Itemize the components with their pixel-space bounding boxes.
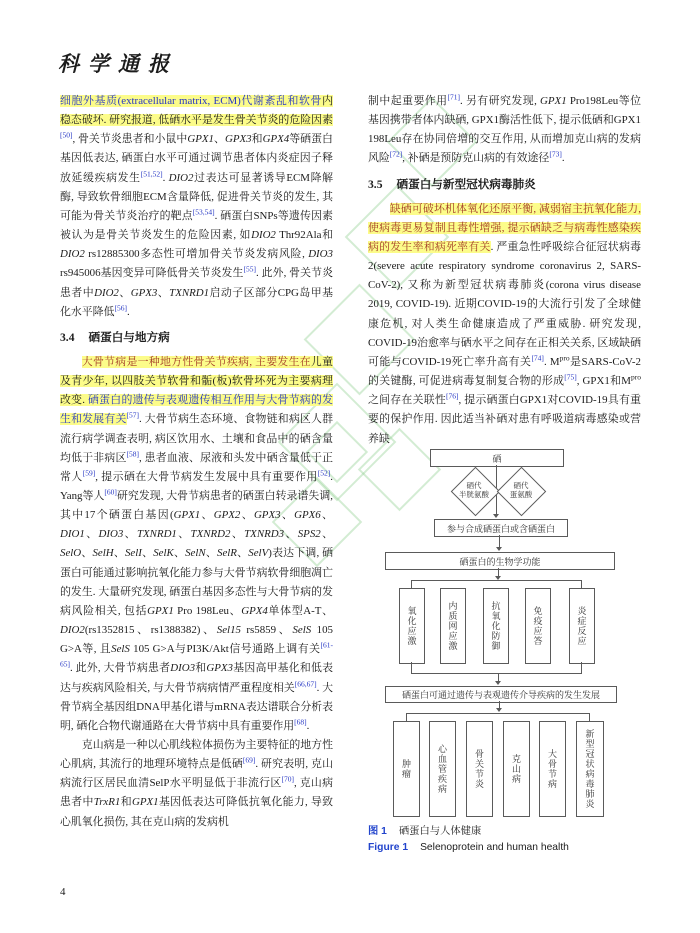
journal-logo: 科学通报 [58,51,178,76]
text-segment: SelN [185,547,206,560]
citation-ref[interactable]: [60] [104,487,117,497]
text-segment: DIO1 [60,528,85,541]
text-segment: 、 [113,547,125,560]
text-segment: , 患者血液、尿液和头发中硒含量低于正常人 [60,451,333,483]
node-oxidative-stress: 氧化应激 [399,588,425,664]
text-segment: , 提示硒在大骨节病发生发展中具有重要作用 [95,470,318,483]
citation-ref[interactable]: [75] [564,372,577,382]
text-segment: 研究发现, 大骨节病患者的硒蛋白转录谱失调, 其中17个硒蛋白基因( [60,489,333,522]
paragraph-keshan [60,736,333,832]
node-synthesis: 参与合成硒蛋白或含硒蛋白 [434,519,568,537]
text-segment: )表达下调, 硒蛋白可能通过影响抗氧化能力参与大骨节病软骨细胞凋亡的发生. 大量研究发现, 硒蛋白基因多态性与大骨节病的发病风险相关, 包括 [60,547,333,617]
text-segment: , 补硒是预防克山病的有效途径 [402,152,550,165]
text-segment: GPX3 [130,286,158,299]
citation-ref[interactable]: [52] [317,468,331,478]
bracket-line [411,580,582,581]
left-column [60,92,333,870]
text-segment: 、 [284,528,298,541]
text-segment: 制中起重要作用 [368,95,448,107]
text-segment: . 大骨节病生态环境、食物链和病区人群流行病学调查表明, 病区饮用水、土壤和食品中的硒含量均低于非病区 [60,413,333,464]
section-title: 硒蛋白与地方病 [88,330,170,344]
arrow-down-icon [496,547,502,551]
text-segment: . [306,719,310,732]
text-segment: GPX1 [187,133,214,146]
text-segment: . 严重急性呼吸综合征冠状病毒2(severe acute respiratory syndrome coronavirus 2, SARS-CoV-2), 又称为新型冠状病毒肺炎(corona virus disease 2019, COVID-19). 近期COVID-19的大流行引发了全球健康危机, 对人类生命健康造成了严重威胁. 研究发现, COVID-19治愈率与硒水平之间存在正相关关系, 区域缺硒可能与COVID-19死亡率升高有关 [368,240,641,368]
bracket-line [411,673,582,674]
text-segment: SelI [124,547,142,560]
text-segment: TXNRD3 [244,528,285,541]
paragraph-kashin-beck [60,353,333,736]
text-segment: GPX3 [253,509,281,522]
citation-ref[interactable]: [76] [446,391,459,401]
citation-ref[interactable]: [56] [114,303,127,313]
right-column [368,92,641,452]
text-segment: 是SARS-CoV-2的关键酶, 可促进病毒复制复合物的形成 [368,355,641,388]
citation-ref[interactable]: [53,54] [192,207,215,217]
text-segment: . 另有研究发现, [460,95,541,107]
text-segment: GPX3 [206,662,233,675]
text-segment: 大骨节病是一种地方性骨关节疾病, 主要发生在 [81,355,311,368]
text-segment: GPX1 [173,509,201,522]
paragraph-keshan-continued [368,92,641,169]
node-kashin-beck-disease: 大骨节病 [539,721,566,817]
text-segment: . [126,305,130,318]
page-number: 4 [60,886,66,898]
node-cardiovascular-disease: 心血管疾病 [429,721,456,817]
text-segment: SelO [60,547,82,560]
text-segment: , 提示硒蛋白GPX1对COVID-19具有重要的保护作用. 因此适当补硒对患有呼吸道病毒感染或营养缺 [368,394,641,445]
text-segment: 、 [173,547,186,560]
section-number: 3.5 [368,177,383,191]
text-segment: 、 [141,547,154,560]
text-segment: rs945006基因变异可降低骨关节炎发生 [60,267,244,280]
citation-ref[interactable]: [70] [281,774,294,784]
text-segment: 、 [236,547,249,560]
bracket-line [406,713,590,714]
text-segment: 过表达可显著诱导ECM降解酶, 导致软骨细胞ECM含量降低, 促进骨关节炎的发生, 其可能为骨关节炎治疗的靶点 [60,171,333,222]
text-segment: 、 [230,528,245,541]
text-segment: 、 [157,286,170,299]
node-genetic-mediation: 硒蛋白可通过遗传与表观遗传介导疾病的发生发展 [385,686,617,703]
text-segment: GPX1 [540,95,567,107]
citation-ref[interactable]: [69] [242,755,256,765]
text-segment: 105 G>A与PI3K/Akt信号通路上调有关 [129,643,321,656]
text-segment: SelS [292,624,312,637]
text-segment: 、 [200,509,214,522]
text-segment: TrxR1 [93,796,121,809]
text-segment: SelS [111,643,130,656]
section-heading-3-4 [60,330,333,346]
text-segment: . Yang等人 [60,470,333,502]
text-segment: SelH [92,547,114,560]
arrow-down-icon [493,514,499,518]
bracket-stub [581,662,582,673]
text-segment: . 此外, 骨关节炎患者中 [60,267,333,299]
figure-1-flowchart [368,446,641,866]
citation-ref[interactable]: [59] [82,468,96,478]
text-segment: 、 [81,547,93,560]
node-covid19: 新型冠状病毒肺炎 [576,721,604,817]
text-segment: 启动子区部分CPG岛甲基化水平降低 [60,286,333,318]
node-immune-response: 免疫应答 [525,588,551,664]
superscript-text: pro [559,353,570,363]
node-selenocysteine-label: 硒代 半胱氨酸 [459,481,489,499]
text-segment: 基因低表达可降低抗氧化能力, 导致心肌氧化损伤, 其在克山病的发病机 [60,796,333,828]
node-antioxidant-defense: 抗氧化防御 [483,588,509,664]
section-title: 硒蛋白与新型冠状病毒肺炎 [396,177,536,191]
text-segment: . 大骨节病全基因组DNA甲基化谱与mRNA表达谱联合分析表明, 硒化合物代谢通路在大骨节病中具有重要作用 [60,681,333,732]
text-segment: 内稳态破坏. 研究报道, 低硒水平是发生骨关节炎的危险因素 [60,95,333,127]
text-segment: 克山病是一种以心肌线粒体损伤为主要特征的地方性心肌病, 其流行的地理环境特点是低硒 [60,739,333,771]
text-segment: rs5859、 [240,624,293,637]
citation-ref[interactable]: [50] [60,130,73,140]
citation-ref[interactable]: [57] [126,410,140,420]
text-segment: . 硒蛋白SNPs等遗传因素被认为是骨关节炎发生的危险因素, 如 [60,209,333,242]
text-segment: 和 [195,662,207,675]
text-segment: DIO2 [94,286,119,299]
text-segment: SelK [153,547,174,560]
text-segment: 105 G>A等, 且 [60,624,333,656]
text-segment: . [162,171,169,184]
text-segment: 、 [280,509,295,522]
text-segment: GPX1 [131,796,159,809]
text-segment: 、 [84,528,99,541]
text-segment: TXNRD1 [169,286,210,299]
text-segment: DIO2 [60,624,85,637]
text-segment: Thr92Ala和 [275,229,333,242]
paragraph-covid [368,200,641,449]
text-segment: , GPX1和M [576,375,631,388]
text-segment: Sel15 [216,624,241,637]
node-osteoarthritis: 骨关节炎 [466,721,493,817]
paragraph-osteoarthritis [60,92,333,322]
text-segment: 硒蛋白的遗传与表观遗传相互作用与大骨节病的发生和发展有关 [60,394,333,426]
text-segment: . M [543,355,560,368]
text-segment: GPX3 [224,133,252,146]
node-selenium: 硒 [430,449,564,467]
bracket-stub [581,580,582,588]
citation-ref[interactable]: [55] [243,264,257,274]
text-segment: 、 [123,528,137,541]
text-segment: 、 [320,509,333,522]
arrow-down-icon [495,681,501,685]
text-segment: 、 [205,547,217,560]
citation-ref[interactable]: [58] [126,449,140,459]
text-segment: Pro198Leu等位基因携带者体内缺硒, GPX1酶活性低下, 提示低硒和GPX1 198Leu存在协同倍增的交互作用, 从而增加克山病的发病风险 [368,95,641,165]
text-segment: , 骨关节炎患者和小鼠中 [72,133,188,146]
text-segment: 单体型A-T、 [267,604,333,617]
figure-caption-cn: 图 1 硒蛋白与人体健康 [368,826,482,837]
text-segment: GPX1 [147,604,174,617]
text-segment: (rs1352815、rs1388382)、 [84,624,217,637]
text-segment: 、 [118,286,131,299]
text-segment: SelV [248,547,269,560]
figure-label-cn: 图 1 [368,826,387,837]
text-segment: DIO3 [98,528,124,541]
text-segment: DIO3 [308,248,333,261]
bracket-stub [411,662,412,673]
text-segment: 缺硒可破坏机体氧化还原平衡, 减弱宿主抗氧化能力, 使病毒更易复制且毒性增强, 提示硒缺乏与病毒性感染疾病的发生率和病死率有关 [368,202,641,253]
text-segment: . 此外, 大骨节病患者 [70,662,171,675]
text-segment: 儿童及青少年, 以四肢关节软骨和骺(板)软骨坏死为主要病理改变. [60,355,333,407]
citation-ref[interactable]: [66,67] [294,678,317,688]
text-segment: . [561,152,565,165]
section-heading-3-5 [368,177,641,193]
citation-ref[interactable]: [68] [294,717,307,727]
node-biological-functions: 硒蛋白的生物学功能 [385,552,615,570]
citation-ref[interactable]: [74] [531,353,544,363]
figure-label-en: Figure 1 [368,842,409,853]
arrow-down-icon [496,708,502,712]
text-segment: . 研究表明, 克山病流行区居民血清SelP水平明显低于非流行区 [60,758,333,790]
citation-ref[interactable]: [73] [549,149,562,159]
bracket-stub [406,713,407,721]
node-selenomethionine-label: 硒代 蛋氨酸 [509,481,533,499]
node-inflammation: 炎症反应 [569,588,595,664]
text-segment: Pro 198Leu、 [173,604,242,617]
text-segment: DIO3 [170,662,196,675]
citation-ref[interactable]: [71] [447,92,461,102]
section-number: 3.4 [60,330,75,344]
text-segment: , 克山病患者中 [60,777,333,809]
text-segment: 、 [240,509,254,522]
text-segment: 细胞外基质(extracellular matrix, ECM)代谢紊乱和软骨 [60,95,323,107]
text-segment: SPS2 [297,528,321,541]
text-segment: 之间存在关联性 [368,394,447,407]
bracket-stub [589,713,590,721]
text-segment: 、 [176,528,191,541]
text-segment: rs12885300多态性可增加骨关节炎发病风险, [84,248,309,261]
text-segment: GPX6 [294,509,321,522]
text-segment: GPX4 [262,133,290,146]
figure-caption-en: Figure 1 Selenoprotein and human health [368,842,569,853]
text-segment: 和 [251,133,263,146]
citation-ref[interactable]: [72] [389,149,403,159]
citation-ref[interactable]: [51,52] [140,169,163,178]
text-segment: GPX4 [241,604,268,617]
superscript-text: pro [630,372,641,382]
text-segment: DIO2 [60,248,85,261]
text-segment: 和 [120,796,132,809]
text-segment: TXNRD1 [136,528,177,541]
text-segment: TXNRD2 [190,528,231,541]
bracket-stub [411,580,412,588]
text-segment: 、 [213,133,225,146]
node-tumor: 肿瘤 [393,721,420,817]
text-segment: 等硒蛋白基因低表达, 硒蛋白水平可通过调节患者体内炎症因子释放延缓疾病发生 [60,133,333,184]
text-segment: 基因高甲基化和低表达与疾病风险相关, 与大骨节病病情严重程度相关 [60,662,333,694]
node-keshan-disease: 克山病 [503,721,530,817]
text-segment: DIO2 [251,229,276,242]
text-segment: SelR [217,547,237,560]
text-segment: GPX2 [213,509,241,522]
text-segment: 、 [320,528,333,541]
text-segment: DIO2 [168,171,194,184]
citation-ref[interactable]: [61-65] [60,640,333,669]
node-er-stress: 内质网应激 [440,588,466,664]
